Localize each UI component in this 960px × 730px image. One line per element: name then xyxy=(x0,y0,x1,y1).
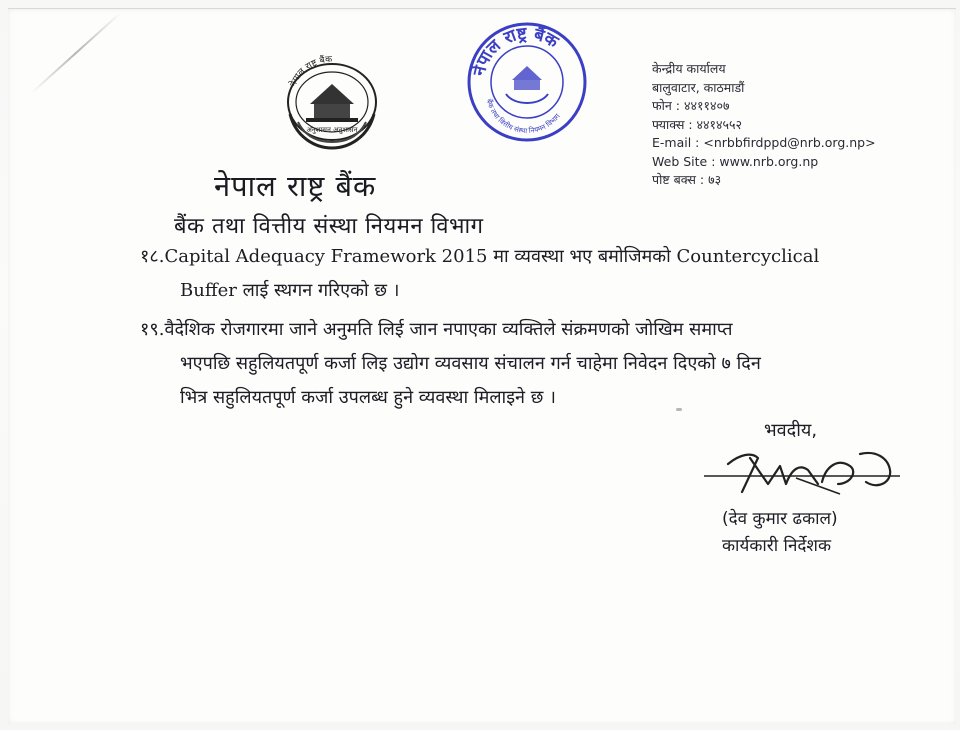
office-name: केन्द्रीय कार्यालय xyxy=(652,61,726,76)
fax-number: फ्याक्स : ४४१४५५२ xyxy=(652,116,743,132)
seal-arc-text: नेपाल राष्ट्र बैंक xyxy=(288,54,333,89)
seal-motto: अनुशासन अनुशासन xyxy=(306,126,358,134)
list-item-19 xyxy=(140,313,880,415)
stamp-arc-text: नेपाल राष्ट्र बैंक xyxy=(469,23,562,78)
item18-line1: १८.Capital Adequacy Framework 2015 मा व्यवस्था भए बमोजिमको Countercyclical xyxy=(140,246,820,267)
website: Web Site : www.nrb.org.np xyxy=(652,153,819,169)
nepal-rastra-bank-emblem-icon xyxy=(276,52,388,156)
phone-number: फोन : ४४११४०७ xyxy=(652,98,730,113)
office-address: बालुवाटार, काठमाडौं xyxy=(652,79,745,95)
item19-line2: भएपछि सहुलियतपूर्ण कर्जा लिइ उद्योग व्यवसाय संचालन गर्न चाहेमा निवेदन दिएको ७ दिन xyxy=(180,353,761,374)
stamp-bottom-text: बैंक तथा वित्तीय संस्था नियमन विभाग xyxy=(484,98,562,136)
department-stamp-icon xyxy=(462,18,592,146)
list-item-18 xyxy=(140,240,880,308)
closing-salutation: भवदीय, xyxy=(764,420,818,441)
item19-line1: १९.वैदेशिक रोजगारमा जाने अनुमति लिई जान नपाएका व्यक्तिले संक्रमणको जोखिम समाप्त xyxy=(140,319,733,340)
department-name: बैंक तथा वित्तीय संस्था नियमन विभाग xyxy=(174,214,484,239)
signer-title: कार्यकारी निर्देशक xyxy=(722,536,832,556)
item19-line3: भित्र सहुलियतपूर्ण कर्जा उपलब्ध हुने व्यवस्था मिलाइने छ । xyxy=(180,387,556,408)
handwritten-signature-icon xyxy=(700,444,905,504)
organization-name: नेपाल राष्ट्र बैंक xyxy=(214,169,377,203)
email-address: E-mail : <nrbbfirdppd@nrb.org.np> xyxy=(652,135,876,150)
po-box: पोष्ट बक्स : ७३ xyxy=(652,172,722,187)
paper-speck xyxy=(676,408,682,411)
contact-block xyxy=(652,60,892,190)
item18-line2: Buffer लाई स्थगन गरिएको छ । xyxy=(180,280,400,301)
signer-name: (देव कुमार ढकाल) xyxy=(722,509,838,529)
